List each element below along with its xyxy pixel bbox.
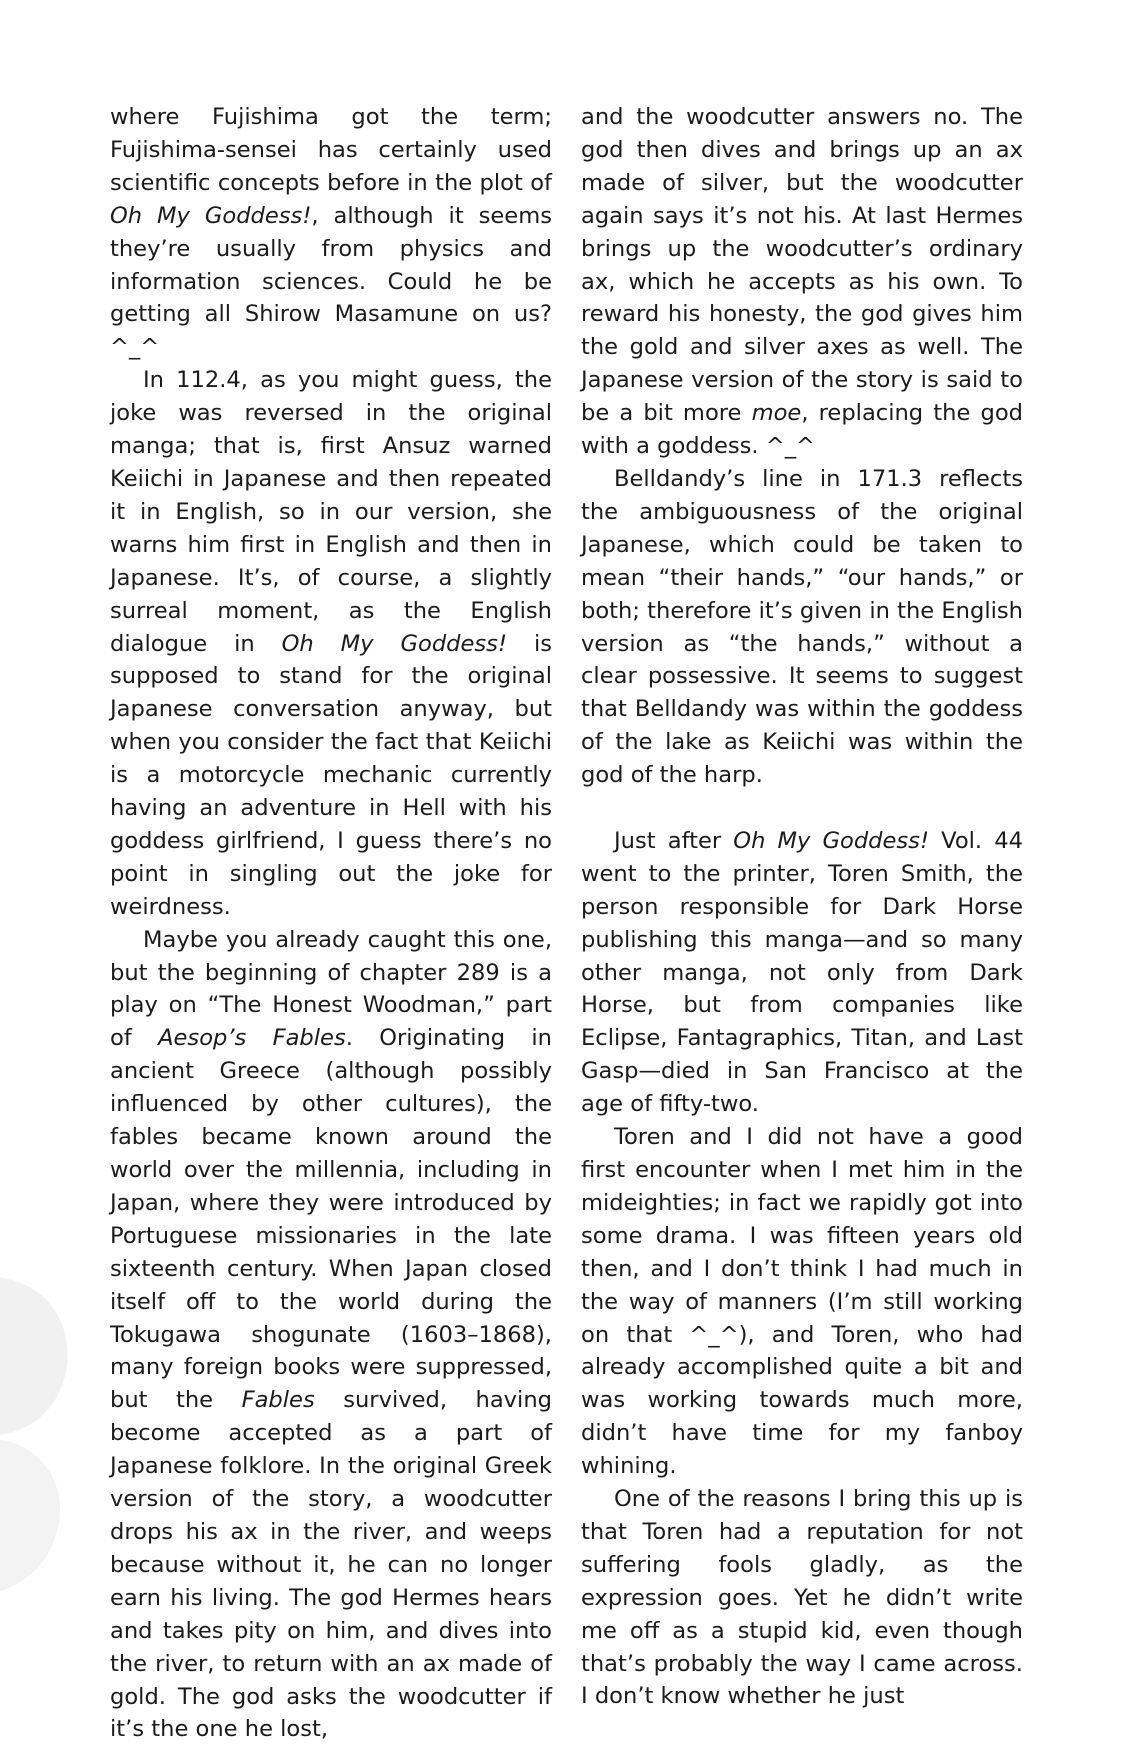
paragraph [110,101,552,364]
paragraph-text: Toren and I did not have a good first encounter when I met him in the mideighties; in fact we rapidly got into some drama. I was fifteen years old then, and I don’t think I had much in the way of manners (I’m still working on that ^_^), and Toren, who had already accomplished quite a bit and was working towards much more, didn’t have time for my fanboy whining. [581,1124,1023,1480]
paragraph [581,1483,1023,1713]
paragraph [581,463,1023,792]
paragraph [581,825,1023,1121]
italic-title: Fables [241,1387,315,1414]
paragraph [110,924,552,1746]
flower-petal-watermark-icon [0,1250,100,1610]
paragraph-text: and the woodcutter answers no. The god then dives and brings up an ax made of silver, but the woodcutter again says it’s not his. At last Hermes brings up the woodcutter’s ordinary ax, which he accepts as his own. To reward his honesty, the god gives him the gold and silver axes as well. The Japanese version of the story is said to be a bit more [581,104,1023,427]
left-column [110,101,552,1746]
italic-title: Aesop’s Fables [158,1025,346,1052]
paragraph-text: Belldandy’s line in 171.3 reflects the ambiguousness of the original Japanese, which could be taken to mean “their hands,” “our hands,” or both; therefore it’s given in the English version as “the hands,” without a clear possessive. It seems to suggest that Belldandy was within the goddess of the lake as Keiichi was within the god of the harp. [581,465,1023,789]
right-column [581,101,1023,1713]
italic-title: Oh My Goddess! [281,630,507,657]
paragraph-text: Maybe you already caught this one, but the beginning of chapter 289 is a play on “The Honest Woodman,” part of [110,926,552,1052]
italic-term: moe [751,400,802,427]
paragraph-text: Just after [614,827,734,854]
paragraph-text: , replacing the god with a goddess. ^_^ [581,400,1023,460]
paragraph-text: where Fujishima got the term; Fujishima-sensei has certainly used scientific concepts before in the plot of [110,104,552,196]
paragraph-text: survived, having become accepted as a part of Japanese folklore. In the original Greek version of the story, a woodcutter drops his ax in the river, and weeps because without it, he can no longer earn his living. The god Hermes hears and takes pity on him, and dives into the river, to return with an ax made of gold. The god asks the woodcutter if it’s the one he lost, [110,1387,552,1743]
paragraph-text: , although it seems they’re usually from physics and information sciences. Could he be getting all Shirow Masamune on us? ^_^ [110,202,552,361]
paragraph [581,1121,1023,1483]
italic-title: Oh My Goddess! [110,202,312,229]
paragraph-text: is supposed to stand for the original Japanese conversation anyway, but when you consider the fact that Keiichi is a motorcycle mechanic currently having an adventure in Hell with his goddess girlfriend, I guess there’s no point in singling out the joke for weirdness. [110,630,552,920]
paragraph-text: . Originating in ancient Greece (although possibly influenced by other cultures), the fables became known around the world over the millennia, including in Japan, where they were introduced by Portuguese missionaries in the late sixteenth century. When Japan closed itself off to the world during the Tokugawa shogunate (1603–1868), many foreign books were suppressed, but the [110,1025,553,1414]
paragraph [581,101,1023,463]
paragraph-text: One of the reasons I bring this up is that Toren had a reputation for not suffering fools gladly, as the expression goes. Yet he didn’t write me off as a stupid kid, even though that’s probably the way I came across. I don’t know whether he just [581,1486,1023,1710]
paragraph-text: In 112.4, as you might guess, the joke was reversed in the original manga; that is, first Ansuz warned Keiichi in Japanese and then repeated it in English, so in our version, she warns him first in English and then in Japanese. It’s, of course, a slightly surreal moment, as the English dialogue in [110,367,552,657]
paragraph-text: Vol. 44 went to the printer, Toren Smith, the person responsible for Dark Horse publishing this manga—and so many other manga, not only from Dark Horse, but from companies like Eclipse, Fantagraphics, Titan, and Last Gasp—died in San Francisco at the age of fifty-two. [581,827,1023,1118]
paragraph [110,364,552,923]
italic-title: Oh My Goddess! [733,827,930,854]
